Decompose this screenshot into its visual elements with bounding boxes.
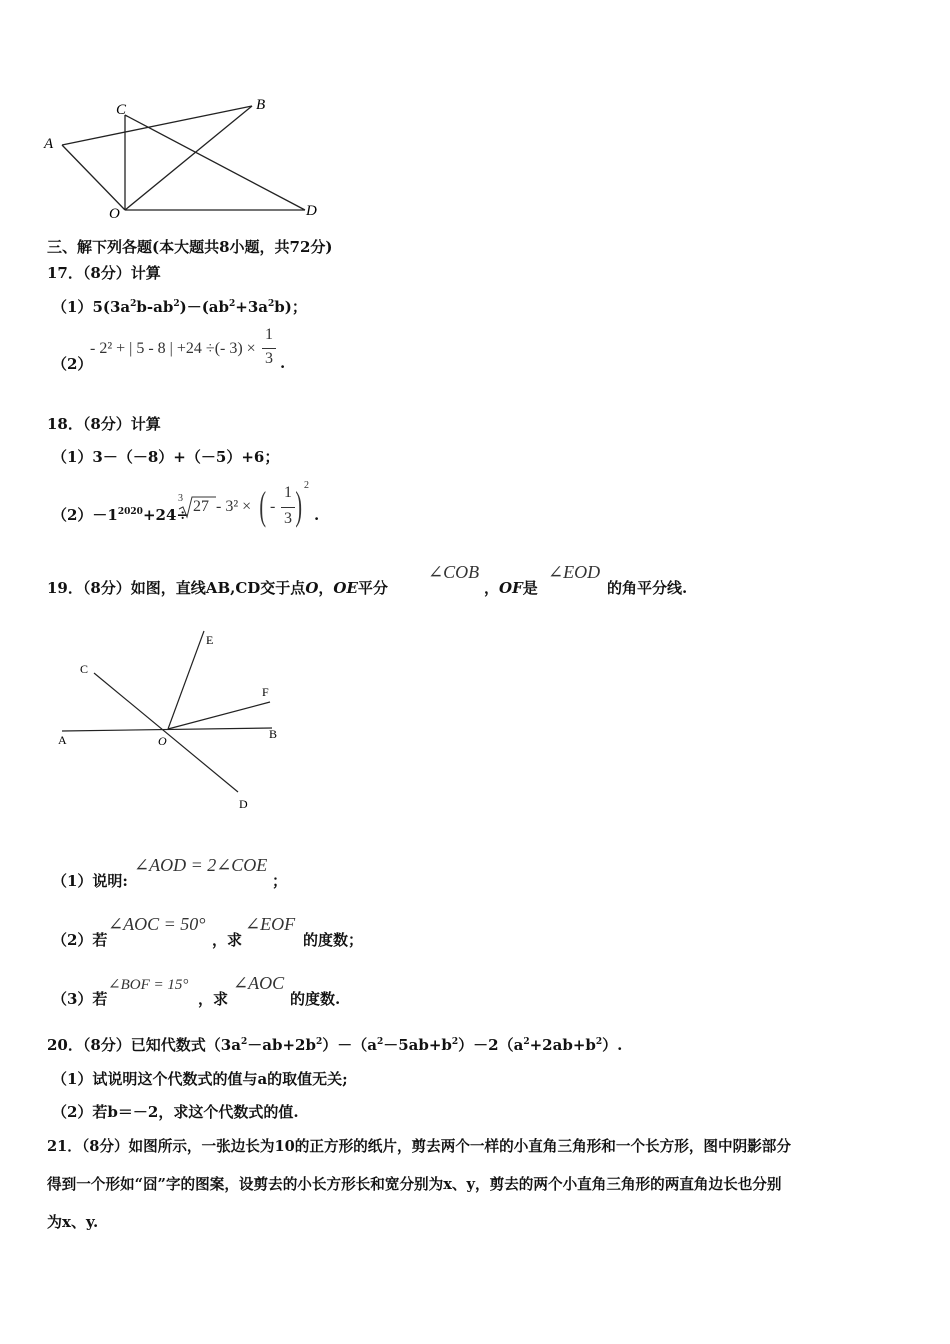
q18-frac-bar <box>281 507 295 508</box>
label-A: A <box>58 733 67 747</box>
q20-sq: 2 <box>315 1037 323 1047</box>
q18-paren-right: ) <box>295 483 302 528</box>
label-F: F <box>262 685 269 699</box>
q18-part2-label <box>52 504 189 525</box>
q18-paren-exp: 2 <box>304 480 309 491</box>
q21-line2: 得到一个形如“囧”字的图案，设剪去的小长方形长和宽分别为x、y，剪去的两个小直角三角形的两直角边长也分别 <box>47 1176 782 1193</box>
q17-p1-e: b)； <box>274 298 307 316</box>
q19-part3-label: （3）若 <box>52 990 108 1008</box>
q17-frac-num: 1 <box>265 326 273 343</box>
q17-p1-label: （1） <box>52 298 93 316</box>
q20-f: +2ab+b <box>529 1036 596 1054</box>
q17-part2-expr: - 2² + | 5 - 8 | +24 ÷(- 3) × <box>90 340 256 357</box>
q18-title: 18．（8分）计算 <box>47 415 161 433</box>
q19-t5: 是 <box>522 579 538 597</box>
q18-part1: （1）3－（－8）+（－5）+6； <box>52 448 280 466</box>
q18-rest: - 3² × <box>216 498 252 515</box>
q17-frac-den: 3 <box>265 350 273 367</box>
label-C: C <box>116 102 127 118</box>
q20-sq: 2 <box>240 1037 248 1047</box>
q17-p2-end: . <box>280 354 286 372</box>
q19-part1-label: （1）说明: <box>52 872 128 890</box>
q19-part3-math2: ∠AOC <box>233 973 285 993</box>
q20-sq: 2 <box>595 1037 603 1047</box>
q18-frac-num: 1 <box>284 484 292 501</box>
q17-p1-c: )－(ab <box>179 298 229 316</box>
q20-d: －5ab+b <box>383 1036 452 1054</box>
q17-sq: 2 <box>130 299 137 309</box>
q20-sq: 2 <box>376 1037 384 1047</box>
q19-part2-label: （2）若 <box>52 931 108 949</box>
label-O: O <box>158 734 167 748</box>
q17-frac-bar <box>262 348 276 349</box>
q19-part3-end: 的度数. <box>290 990 341 1008</box>
q20-part1: （1）试说明这个代数式的值与a的取值无关; <box>52 1070 348 1088</box>
section-heading: 三、解下列各题(本大题共8小题，共72分) <box>47 238 333 256</box>
q17-title: 17．（8分）计算 <box>47 264 161 282</box>
q18-radicand: 27 <box>193 498 209 515</box>
label-E: E <box>206 633 214 647</box>
q17-sq: 2 <box>268 299 275 309</box>
q17-part2-label: （2） <box>52 355 93 373</box>
q18-paren-inner: - <box>270 498 276 515</box>
q19-angle-EOD: ∠EOD <box>548 562 601 582</box>
q21-line1: 21．（8分）如图所示，一张边长为10的正方形的纸片，剪去两个一样的小直角三角形和一个长方形，图中阴影部分 <box>47 1138 791 1155</box>
q18-frac-den: 3 <box>284 510 292 527</box>
q19-title-end: 的角平分线. <box>607 579 688 597</box>
q17-p1-b: b-ab <box>136 298 174 316</box>
label-O: O <box>109 206 120 222</box>
q19-t-O: O <box>305 579 319 597</box>
q18-p2-a: （2）－1 <box>52 506 118 524</box>
q21-line3: 为x、y. <box>47 1213 99 1231</box>
q19-part2-mid: ，求 <box>212 931 243 949</box>
q18-root-index: 3 <box>178 493 183 504</box>
q18-p2-end: . <box>314 506 320 524</box>
q17-sq: 2 <box>173 299 180 309</box>
q17-p1-a: 5(3a <box>92 298 131 316</box>
q19-t-OF: OF <box>499 579 523 597</box>
figure-quadrilateral <box>40 95 340 225</box>
q20-sq: 2 <box>523 1037 530 1047</box>
q19-part3-mid: ，求 <box>198 990 229 1008</box>
q20-part2: （2）若b＝－2，求这个代数式的值. <box>52 1103 299 1121</box>
q20-g: ）. <box>602 1036 623 1054</box>
q19-t2: ， <box>318 579 334 597</box>
label-B: B <box>269 727 278 741</box>
q19-part2-end: 的度数； <box>303 931 364 949</box>
q18-p2-exp: 2020 <box>117 507 143 517</box>
label-D: D <box>239 797 248 811</box>
q17-part1 <box>52 296 307 317</box>
label-D: D <box>306 203 317 219</box>
q20-b: －ab+2b <box>247 1036 316 1054</box>
q17-p1-d: +3a <box>235 298 268 316</box>
q19-t-OE: OE <box>333 579 358 597</box>
q20-e: ）－2（a <box>458 1036 524 1054</box>
q19-part2-math2: ∠EOF <box>245 914 296 934</box>
q20-a: 20．（8分）已知代数式（3a <box>47 1036 241 1054</box>
q19-part1-math: ∠AOD = 2∠COE <box>134 855 268 875</box>
figure-angles <box>50 620 300 815</box>
q20-c: ）－（a <box>322 1036 377 1054</box>
q19-part3-math: ∠BOF = 15° <box>108 977 189 993</box>
q19-title <box>47 577 388 598</box>
q20-sq: 2 <box>451 1037 459 1047</box>
q18-paren-left: ( <box>259 483 266 528</box>
q20-title <box>47 1034 622 1055</box>
q19-part1-end: ； <box>272 872 288 890</box>
q19-t1: 19．（8分）如图，直线AB,CD交于点 <box>47 579 306 597</box>
q19-part2-math: ∠AOC = 50° <box>108 914 206 934</box>
q19-angle-COB: ∠COB <box>428 562 480 582</box>
q19-t4: ， <box>484 579 500 597</box>
label-B: B <box>256 97 266 113</box>
q19-t3: 平分 <box>357 579 388 597</box>
q17-sq: 2 <box>229 299 236 309</box>
q19-title-b <box>484 577 538 598</box>
label-C: C <box>80 662 89 676</box>
label-A: A <box>44 136 54 152</box>
q18-p2-mid: +24÷ <box>142 506 189 524</box>
